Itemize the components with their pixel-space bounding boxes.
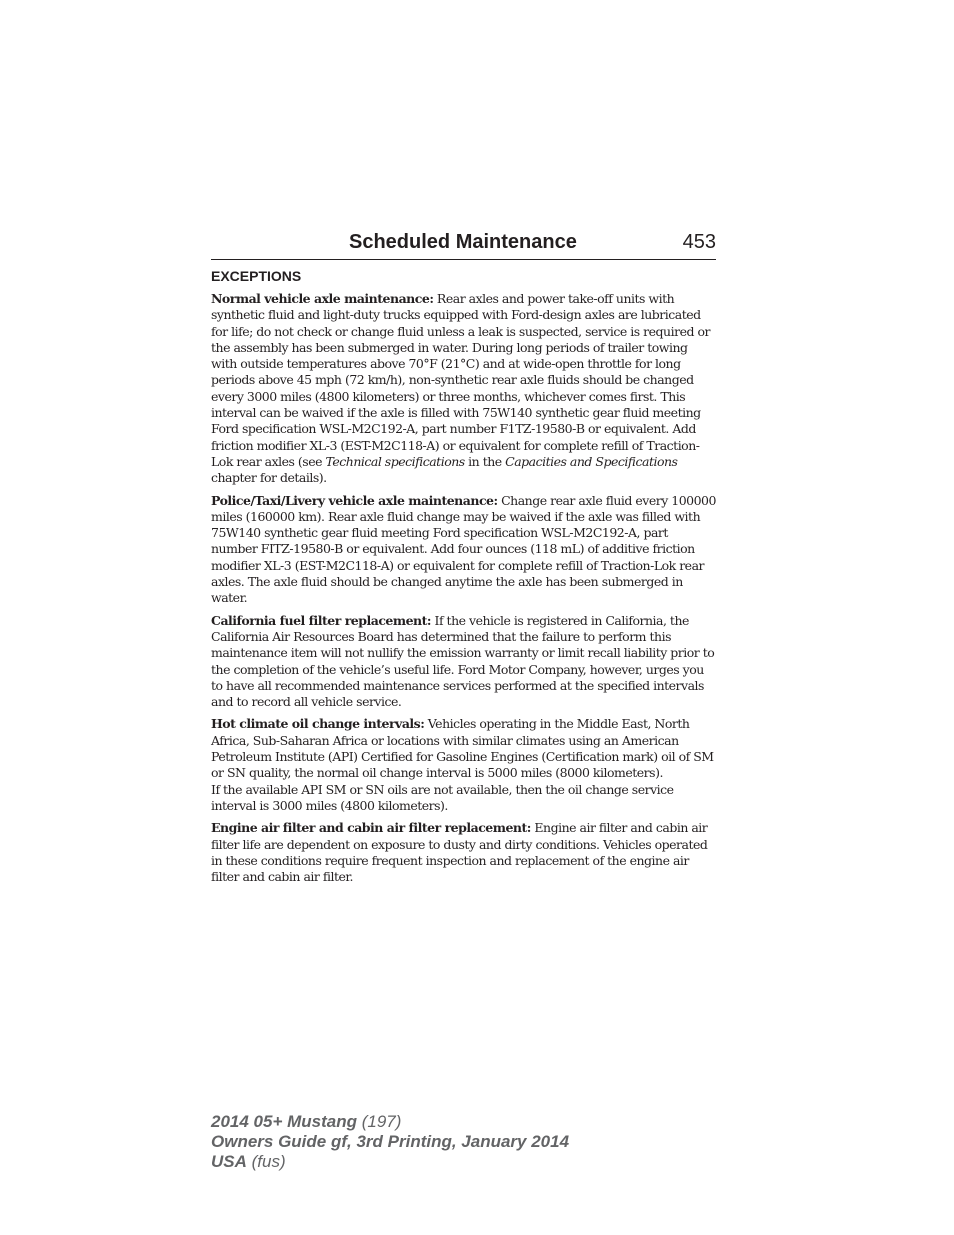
paragraph-text: Rear axles and power take-off units with synthetic fluid and light-duty trucks equipped with Ford-design axles are lubricated for life; do not check or change fluid unless a leak is suspected, service is required or the assembly has been submerged in water. During long periods of trailer towing with outside temperatures above 70°F (21°C) and at wide-open throttle for long periods above 45 mph (72 km/h), non-synthetic rear axle fluids should be changed every 3000 miles (4800 kilometers) or three months, whichever comes first. This interval can be waived if the axle is filled with 75W140 synthetic gear fluid meeting Ford specification WSL-M2C192-A, part number F1TZ-19580-B or equivalent. Add friction modifier XL-3 (EST-M2C118-A) or equivalent for complete refill of Traction-Lok rear axles (see <box>211 291 710 469</box>
paragraph-text: in the <box>464 453 506 469</box>
paragraph-california-fuel-filter <box>211 613 716 711</box>
paragraph-air-filter <box>211 820 716 885</box>
reference-capacities-specifications: Capacities and Specifications <box>505 453 678 469</box>
footer-market-line <box>211 1152 569 1172</box>
paragraph-text: Change rear axle fluid every 100000 miles (160000 km). Rear axle fluid change may be waived if the axle was filled with 75W140 synthetic gear fluid meeting Ford specification WSL-M2C192-A, part number FITZ-19580-B or equivalent. Add four ounces (118 mL) of additive friction modifier XL-3 (EST-M2C118-A) or equivalent for complete refill of Traction-Lok rear axles. The axle fluid should be changed anytime the axle has been submerged in water. <box>211 492 716 606</box>
page-footer <box>211 1112 569 1172</box>
footer-model-line <box>211 1112 569 1132</box>
paragraph-text: chapter for details). <box>211 470 327 486</box>
paragraph-lead: Police/Taxi/Livery vehicle axle maintenance: <box>211 492 498 508</box>
paragraph-text: Engine air filter and cabin air filter life are dependent on exposure to dusty and dirty conditions. Vehicles operated in these conditions require frequent inspection and replacement of the engine air filter and cabin air filter. <box>211 820 708 885</box>
paragraph-lead: Normal vehicle axle maintenance: <box>211 291 434 306</box>
footer-model: 2014 05+ Mustang <box>211 1112 357 1131</box>
footer-model-code: (197) <box>357 1112 402 1131</box>
paragraph-text: Vehicles operating in the Middle East, North Africa, Sub-Saharan Africa or locations with similar climates using an American Petroleum Institute (API) Certified for Gasoline Engines (Certification mark) oil of SM or SN quality, the normal oil change interval is 5000 miles (8000 kilometers). <box>211 716 714 781</box>
paragraph-oil-availability <box>211 782 716 815</box>
paragraph-hot-climate-oil <box>211 716 716 781</box>
reference-technical-specifications: Technical specifications <box>325 453 465 469</box>
footer-market-code: (fus) <box>246 1152 286 1171</box>
paragraph-lead: Hot climate oil change intervals: <box>211 716 425 732</box>
page-content <box>211 266 716 891</box>
chapter-title: Scheduled Maintenance <box>349 231 577 253</box>
paragraph-lead: Engine air filter and cabin air filter replacement: <box>211 820 531 836</box>
page-number: 453 <box>682 231 716 253</box>
paragraph-police-axle <box>211 493 716 607</box>
paragraph-lead: California fuel filter replacement: <box>211 612 432 628</box>
footer-guide-line: Owners Guide gf, 3rd Printing, January 2014 <box>211 1132 570 1151</box>
page-header <box>211 229 716 260</box>
section-heading: EXCEPTIONS <box>211 268 302 284</box>
paragraph-text: If the available API SM or SN oils are not available, then the oil change service interval is 3000 miles (4800 kilometers). <box>211 781 674 813</box>
paragraph-normal-axle <box>211 291 716 487</box>
paragraph-text: If the vehicle is registered in California, the California Air Resources Board has determined that the failure to perform this maintenance item will not nullify the emission warranty or limit recall liability prior to the completion of the vehicle’s useful life. Ford Motor Company, however, urges you to have all recommended maintenance services performed at the specified intervals and to record all vehicle service. <box>211 612 715 710</box>
footer-market: USA <box>211 1152 247 1171</box>
